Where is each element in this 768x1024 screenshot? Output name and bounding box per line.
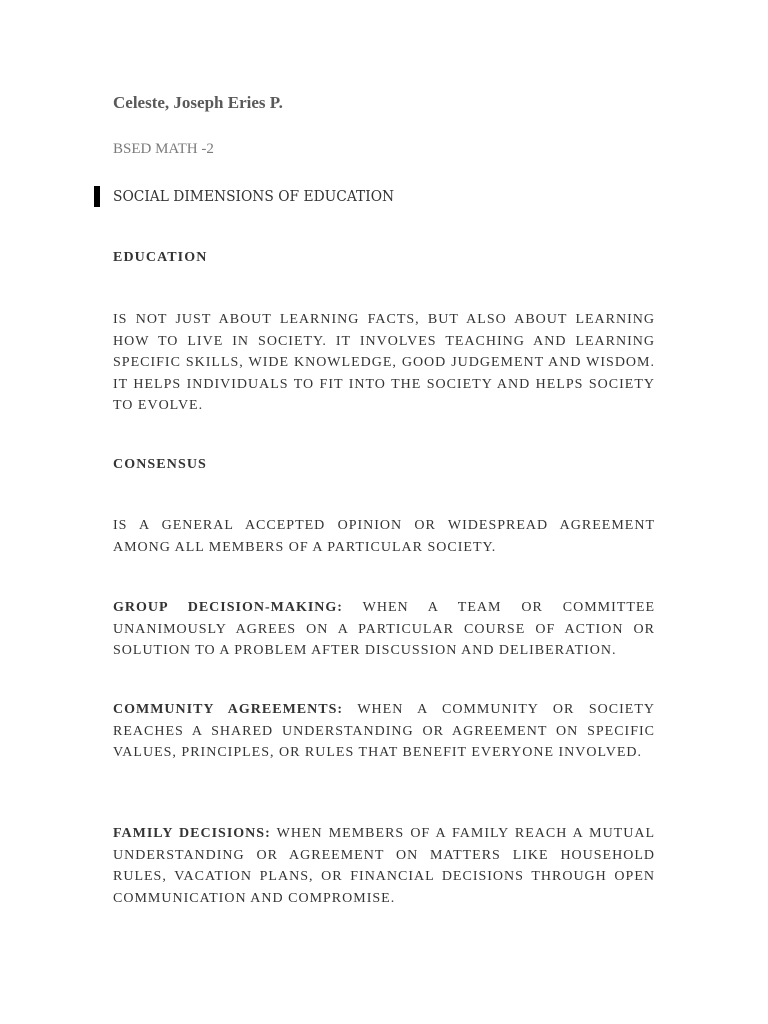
definition-group-decision-making: WHEN A TEAM OR COMMITTEE UNANIMOUSLY AGREES ON A PARTICULAR COURSE OF ACTION OR SOLUTION TO A PROBLEM AFTER DISCUSSION AND DELIBERATION. — [113, 600, 655, 658]
course-label: BSED MATH -2 — [113, 141, 214, 157]
heading-education: EDUCATION — [113, 250, 208, 265]
heading-consensus: CONSENSUS — [113, 457, 207, 472]
document-title: SOCIAL DIMENSIONS OF EDUCATION — [113, 187, 395, 205]
term-family-decisions: FAMILY DECISIONS: — [113, 826, 271, 841]
paragraph-group-decision-making — [113, 597, 655, 662]
term-community-agreements: COMMUNITY AGREEMENTS: — [113, 702, 344, 717]
text-cursor-marker — [94, 186, 100, 207]
definition-community-agreements: WHEN A COMMUNITY OR SOCIETY REACHES A SHARED UNDERSTANDING OR AGREEMENT ON SPECIFIC VALUES, PRINCIPLES, OR RULES THAT BENEFIT EVERYONE INVOLVED. — [113, 702, 655, 760]
paragraph-family-decisions — [113, 823, 655, 909]
author-name: Celeste, Joseph Eries P. — [113, 93, 283, 112]
definition-family-decisions: WHEN MEMBERS OF A FAMILY REACH A MUTUAL UNDERSTANDING OR AGREEMENT ON MATTERS LIKE HOUSEHOLD RULES, VACATION PLANS, OR FINANCIAL DECISIONS THROUGH OPEN COMMUNICATION AND COMPROMISE. — [113, 826, 655, 906]
paragraph-consensus: IS A GENERAL ACCEPTED OPINION OR WIDESPREAD AGREEMENT AMONG ALL MEMBERS OF A PARTICULAR SOCIETY. — [113, 518, 655, 555]
paragraph-community-agreements — [113, 699, 655, 764]
paragraph-education: IS NOT JUST ABOUT LEARNING FACTS, BUT ALSO ABOUT LEARNING HOW TO LIVE IN SOCIETY. IT INVOLVES TEACHING AND LEARNING SPECIFIC SKILLS, WIDE KNOWLEDGE, GOOD JUDGEMENT AND WISDOM. IT HELPS INDIVIDUALS TO FIT INTO THE SOCIETY AND HELPS SOCIETY TO EVOLVE. — [113, 312, 655, 413]
term-group-decision-making: GROUP DECISION-MAKING: — [113, 600, 343, 615]
